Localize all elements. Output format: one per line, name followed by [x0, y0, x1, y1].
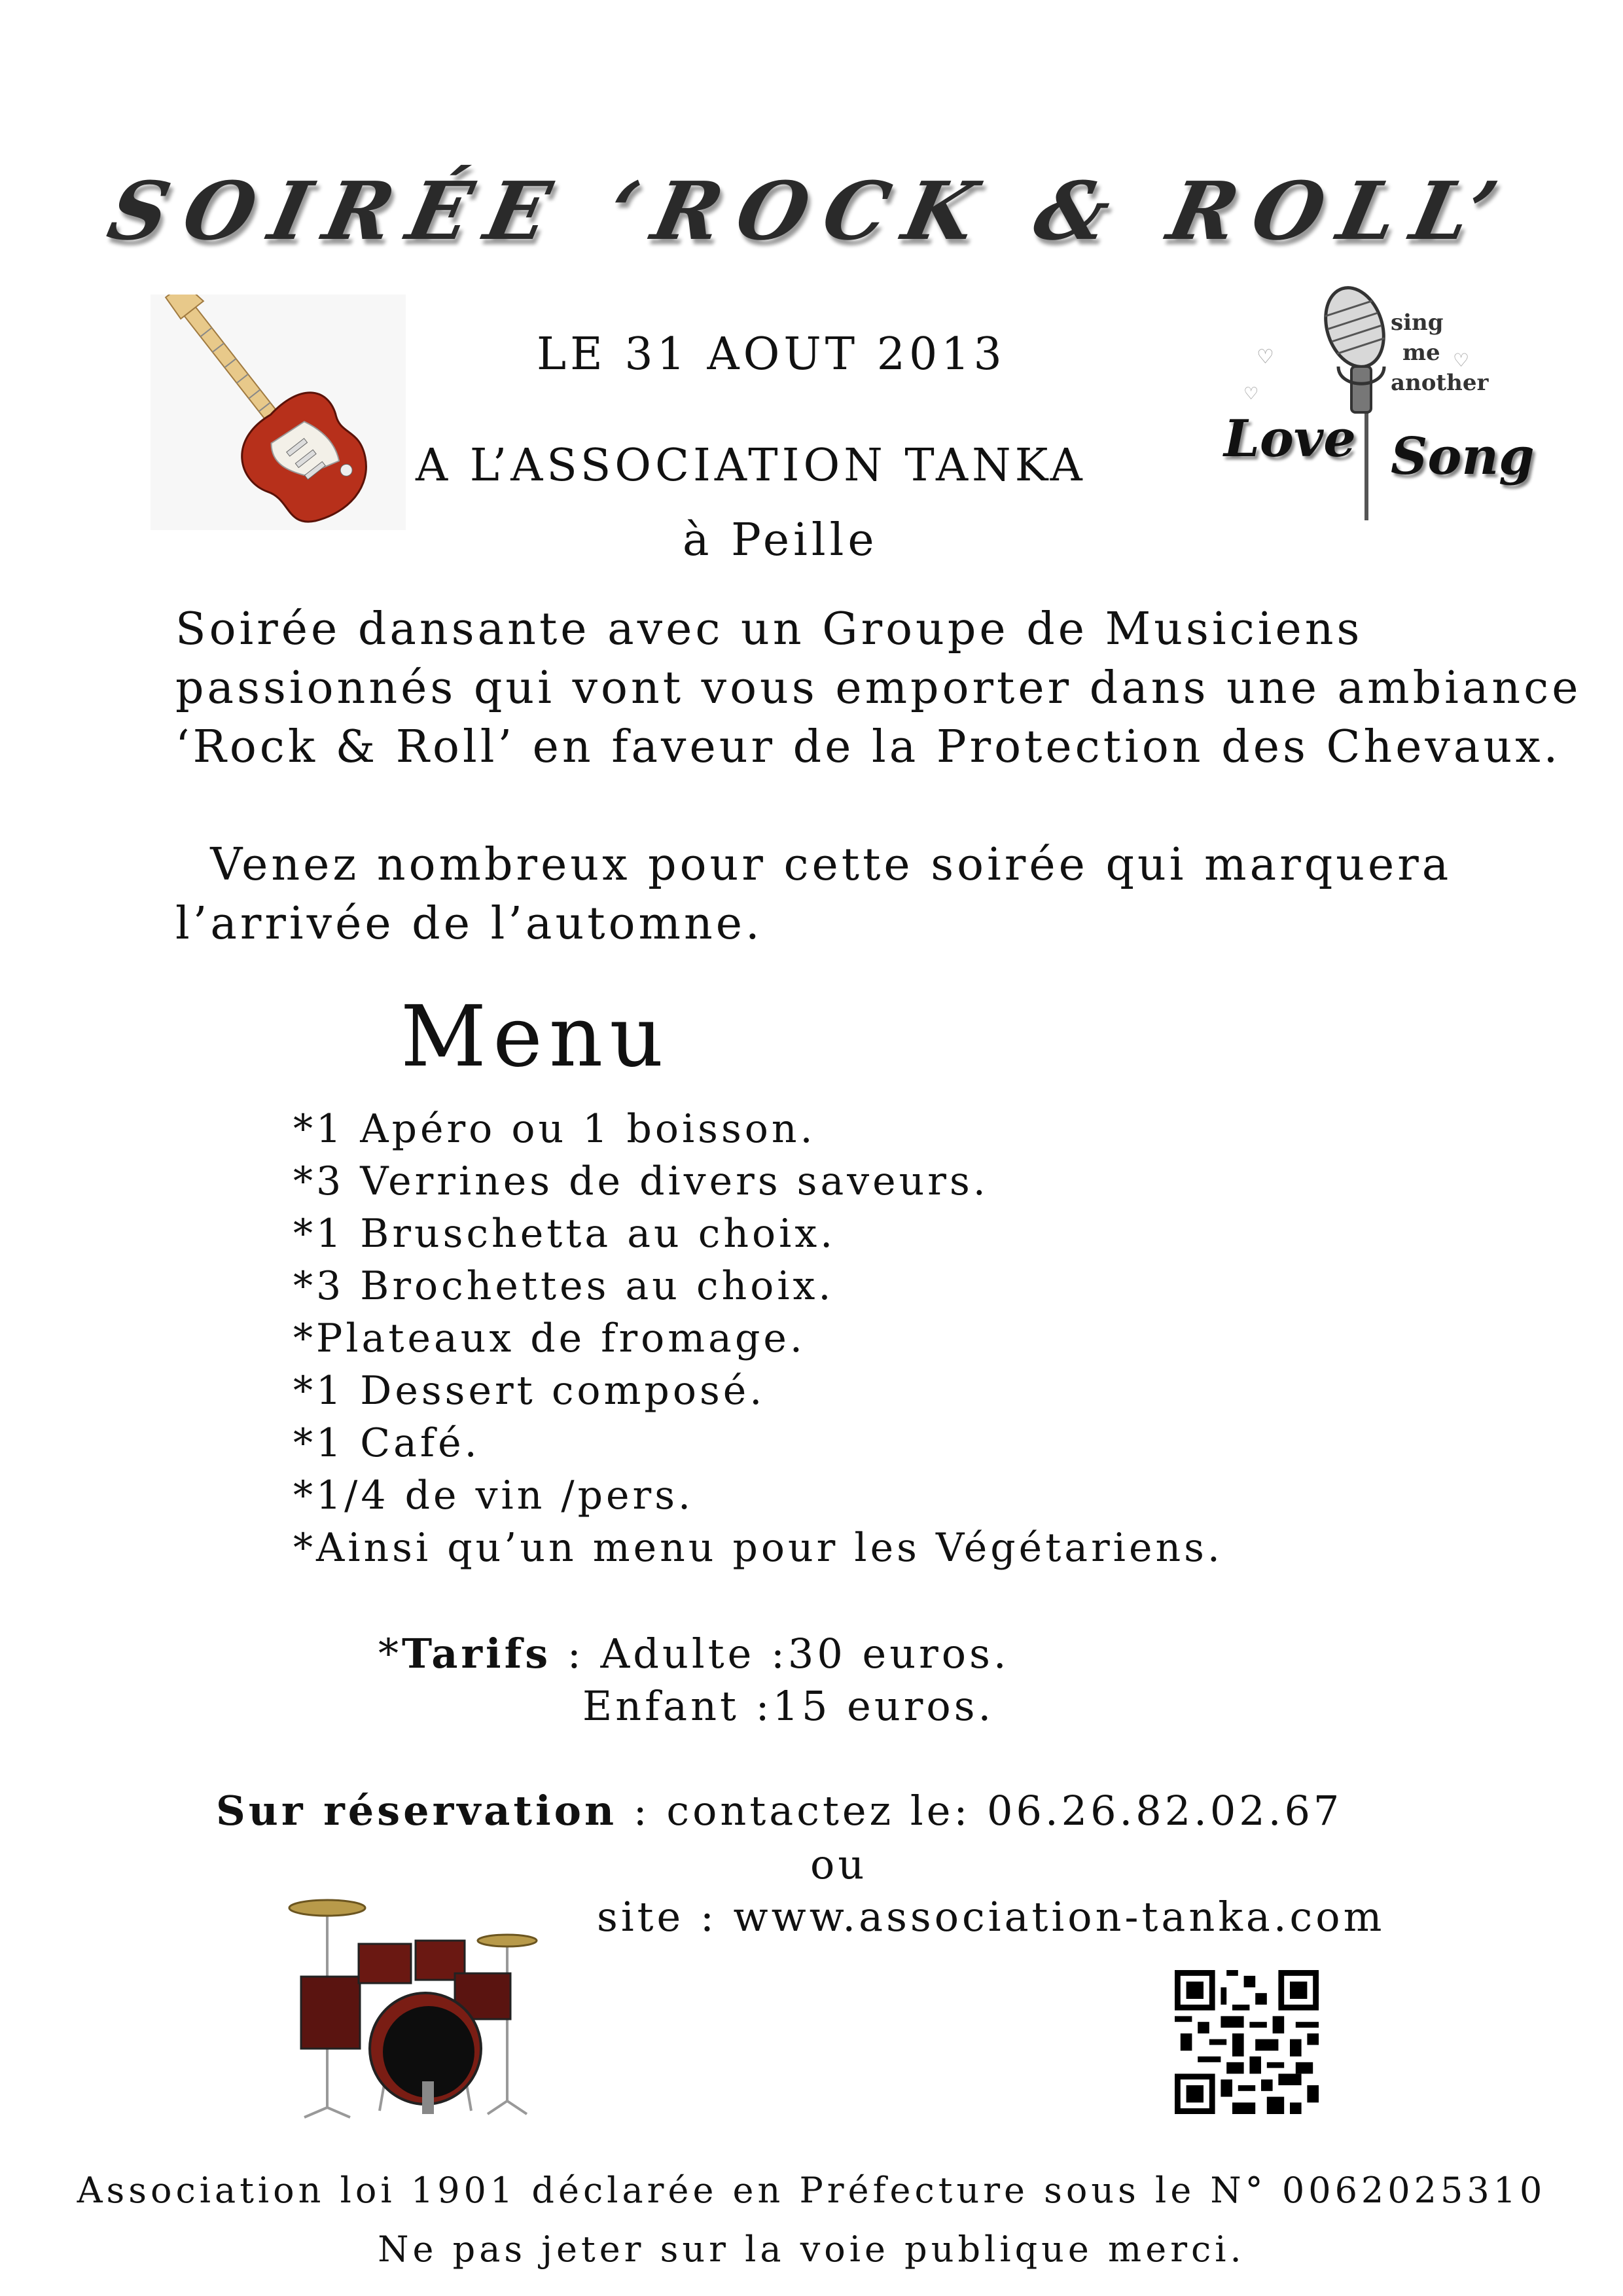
footer-legal: Association loi 1901 déclarée en Préfecture sous le N° 0062025310 [77, 2170, 1546, 2211]
tarifs-line-adult [378, 1630, 1010, 1677]
svg-text:♡: ♡ [1257, 346, 1274, 368]
invite-line-1: Venez nombreux pour cette soirée qui marquera [175, 839, 1452, 891]
intro-line-1: Soirée dansante avec un Groupe de Musiciens [175, 603, 1363, 655]
event-title: SOIRÉE ‘ROCK & ROLL’ [100, 164, 1523, 258]
electric-guitar-illustration [151, 295, 406, 530]
logo-love: Love [1224, 409, 1356, 469]
menu-item: *Ainsi qu’un menu pour les Végétariens. [293, 1525, 1223, 1571]
reservation-line [216, 1787, 1342, 1835]
reservation-phone: : contactez le: 06.26.82.02.67 [617, 1787, 1343, 1835]
menu-item: *1 Dessert composé. [293, 1368, 766, 1414]
menu-item: *1 Bruschetta au choix. [293, 1211, 836, 1257]
menu-item: *1/4 de vin /pers. [293, 1473, 694, 1518]
svg-text:♡: ♡ [1243, 384, 1259, 404]
logo-line-me: me [1402, 340, 1440, 366]
tarifs-label: Tarifs [402, 1630, 552, 1677]
event-venue: A L’ASSOCIATION TANKA [416, 440, 1086, 492]
drum-kit-illustration [281, 1885, 550, 2121]
event-town: à Peille [683, 514, 878, 566]
logo-line-another: another [1391, 370, 1489, 396]
invite-line-2: l’arrivée de l’automne. [175, 898, 763, 950]
tarif-adult: Adulte :30 euros. [600, 1630, 1010, 1677]
event-date: LE 31 AOUT 2013 [537, 329, 1006, 380]
menu-item: *1 Café. [293, 1420, 480, 1466]
tarifs-star: * [378, 1630, 402, 1677]
logo-song: Song [1391, 427, 1535, 486]
reservation-or: ou [810, 1840, 868, 1888]
menu-item: *3 Verrines de divers saveurs. [293, 1158, 989, 1204]
love-song-logo [1217, 275, 1535, 524]
svg-text:♡: ♡ [1453, 350, 1470, 371]
intro-line-2: passionnés qui vont vous emporter dans une ambiance [175, 662, 1582, 714]
reservation-label: Sur réservation [216, 1787, 618, 1835]
reservation-site: site : www.association-tanka.com [597, 1893, 1385, 1941]
tarifs-separator: : [551, 1630, 601, 1677]
menu-heading: Menu [401, 988, 670, 1086]
menu-item: *3 Brochettes au choix. [293, 1263, 834, 1309]
logo-tagline [1391, 308, 1488, 398]
tarif-child: Enfant :15 euros. [582, 1682, 995, 1730]
menu-item: *Plateaux de fromage. [293, 1316, 806, 1361]
intro-line-3: ‘Rock & Roll’ en faveur de la Protection des Chevaux. [175, 721, 1561, 773]
qr-code [1175, 1970, 1319, 2114]
logo-line-sing: sing [1391, 310, 1444, 336]
footer-notice: Ne pas jeter sur la voie publique merci. [378, 2229, 1245, 2270]
menu-item: *1 Apéro ou 1 boisson. [293, 1106, 816, 1152]
